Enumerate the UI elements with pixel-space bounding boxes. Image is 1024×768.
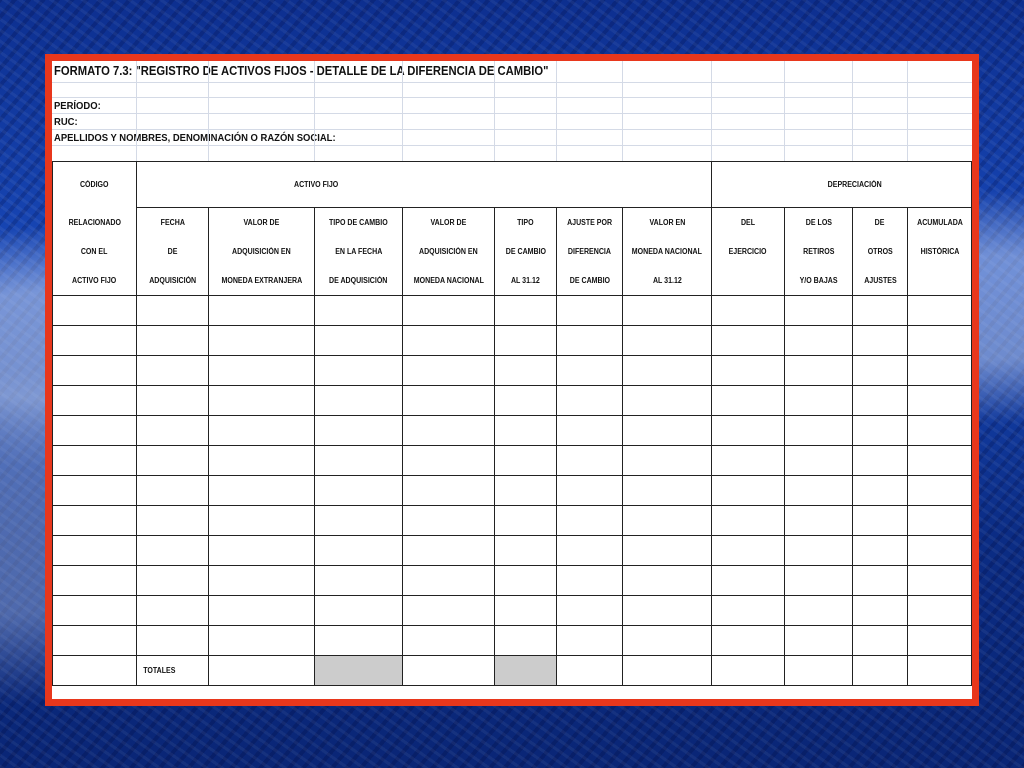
table-row — [53, 386, 972, 416]
table-cell[interactable] — [53, 476, 137, 506]
table-cell[interactable] — [315, 626, 403, 656]
table-cell[interactable] — [495, 386, 557, 416]
col-header — [403, 237, 495, 266]
table-cell[interactable] — [623, 416, 712, 446]
table-cell[interactable] — [853, 506, 908, 536]
header-blank-cell — [557, 162, 623, 208]
grid-line — [208, 61, 209, 161]
table-cell[interactable] — [853, 386, 908, 416]
depreciacion-group-cell — [712, 162, 908, 208]
total-depr-acumulada[interactable] — [908, 656, 972, 686]
ruc-label: RUC: — [54, 116, 78, 128]
grid-line — [494, 61, 495, 161]
table-cell[interactable] — [495, 626, 557, 656]
col-header-text: FECHA — [160, 218, 185, 227]
table-cell[interactable] — [209, 326, 315, 356]
col-header — [495, 208, 557, 238]
grid-line — [136, 61, 137, 161]
table-cell[interactable] — [403, 326, 495, 356]
table-cell[interactable] — [53, 506, 137, 536]
table-cell[interactable] — [908, 506, 972, 536]
table-cell[interactable] — [403, 566, 495, 596]
totals-label: TOTALES — [143, 666, 176, 675]
table-cell[interactable] — [209, 446, 315, 476]
table-cell[interactable] — [495, 536, 557, 566]
table-cell[interactable] — [53, 566, 137, 596]
col-header — [403, 266, 495, 296]
col-header — [623, 208, 712, 238]
table-row — [53, 506, 972, 536]
col-header — [785, 208, 853, 238]
column-header-row-2 — [53, 237, 972, 266]
table-cell[interactable] — [137, 536, 209, 566]
col-header — [785, 266, 853, 296]
table-cell[interactable] — [137, 476, 209, 506]
col-header — [315, 208, 403, 238]
col-header-text: AL 31.12 — [652, 276, 682, 285]
totals-blank-cell — [53, 656, 137, 686]
table-cell[interactable] — [785, 506, 853, 536]
table-cell[interactable] — [403, 296, 495, 326]
table-cell[interactable] — [137, 326, 209, 356]
col-header — [623, 237, 712, 266]
table-cell[interactable] — [557, 326, 623, 356]
grid-line — [784, 61, 785, 161]
col-header-text: EN LA FECHA — [334, 247, 383, 256]
table-row — [53, 476, 972, 506]
table-cell[interactable] — [495, 446, 557, 476]
document-frame — [45, 54, 979, 706]
table-cell[interactable] — [557, 446, 623, 476]
table-cell[interactable] — [908, 476, 972, 506]
col-header — [209, 266, 315, 296]
col-header-text: DE — [875, 218, 885, 227]
table-cell[interactable] — [315, 566, 403, 596]
table-cell[interactable] — [623, 446, 712, 476]
col-header — [53, 266, 137, 296]
header-blank-cell — [623, 162, 712, 208]
table-cell[interactable] — [137, 446, 209, 476]
table-cell[interactable] — [209, 536, 315, 566]
table-cell[interactable] — [315, 446, 403, 476]
col-header — [557, 266, 623, 296]
col-header — [853, 208, 908, 238]
col-header-text: Y/O BAJAS — [799, 276, 838, 285]
col-header — [712, 208, 785, 238]
grid-line — [402, 61, 403, 161]
col-header — [557, 208, 623, 238]
table-cell[interactable] — [403, 446, 495, 476]
col-header-text: ADQUISICIÓN — [149, 276, 196, 285]
table-cell[interactable] — [137, 566, 209, 596]
col-header — [53, 208, 137, 238]
table-cell[interactable] — [785, 476, 853, 506]
table-cell[interactable] — [623, 326, 712, 356]
col-header-text: HISTÓRICA — [920, 247, 959, 256]
table-cell[interactable] — [853, 476, 908, 506]
table-cell[interactable] — [495, 506, 557, 536]
totals-label-cell — [137, 656, 209, 686]
col-header — [209, 237, 315, 266]
table-cell[interactable] — [53, 536, 137, 566]
table-cell[interactable] — [908, 296, 972, 326]
table-cell[interactable] — [785, 536, 853, 566]
table-cell[interactable] — [209, 566, 315, 596]
col-header-text: DIFERENCIA — [568, 247, 612, 256]
table-cell[interactable] — [712, 296, 785, 326]
col-header-text: VALOR EN — [649, 218, 685, 227]
table-cell[interactable] — [137, 356, 209, 386]
col-header-text: OTROS — [867, 247, 893, 256]
col-header — [315, 266, 403, 296]
codigo-group-cell — [53, 162, 137, 208]
table-cell[interactable] — [853, 596, 908, 626]
table-cell[interactable] — [712, 446, 785, 476]
col-header-text: DE LOS — [805, 218, 832, 227]
table-cell[interactable] — [403, 506, 495, 536]
table-cell[interactable] — [623, 386, 712, 416]
table-cell[interactable] — [557, 596, 623, 626]
col-header — [495, 266, 557, 296]
spreadsheet — [52, 61, 972, 699]
razon-social-label: APELLIDOS Y NOMBRES, DENOMINACIÓN O RAZÓN SOCIAL: — [54, 132, 336, 144]
table-cell[interactable] — [908, 386, 972, 416]
col-header — [209, 208, 315, 238]
table-cell[interactable] — [853, 356, 908, 386]
group-header-row — [53, 162, 972, 208]
table-cell[interactable] — [209, 386, 315, 416]
format-title: FORMATO 7.3: "REGISTRO DE ACTIVOS FIJOS - DETALLE DE LA DIFERENCIA DE CAMBIO" — [54, 64, 549, 78]
col-header-text: VALOR DE — [243, 218, 280, 227]
fixed-assets-table — [52, 161, 972, 686]
table-cell[interactable] — [315, 506, 403, 536]
table-cell[interactable] — [495, 356, 557, 386]
grid-line — [852, 61, 853, 161]
grid-line — [314, 61, 315, 161]
col-header-text: DE — [167, 247, 178, 256]
col-header — [908, 237, 972, 266]
header-blank-cell — [908, 162, 972, 208]
col-header — [853, 266, 908, 296]
table-cell[interactable] — [853, 446, 908, 476]
table-row — [53, 296, 972, 326]
table-cell[interactable] — [403, 596, 495, 626]
table-cell[interactable] — [785, 356, 853, 386]
table-cell[interactable] — [712, 596, 785, 626]
razon-social-row — [52, 130, 972, 146]
periodo-label: PERÍODO: — [54, 100, 101, 112]
col-header — [557, 237, 623, 266]
table-cell[interactable] — [557, 356, 623, 386]
table-body — [53, 296, 972, 656]
total-ajuste[interactable] — [557, 656, 623, 686]
periodo-row — [52, 98, 972, 114]
col-header — [403, 208, 495, 238]
table-cell[interactable] — [712, 386, 785, 416]
table-cell[interactable] — [623, 356, 712, 386]
table-cell[interactable] — [785, 596, 853, 626]
col-header — [137, 266, 209, 296]
table-cell[interactable] — [53, 356, 137, 386]
col-header — [908, 208, 972, 238]
col-header-text: RETIROS — [802, 247, 835, 256]
table-cell[interactable] — [315, 386, 403, 416]
col-header-text: AJUSTE POR — [567, 218, 613, 227]
col-header-text: DE ADQUISICIÓN — [329, 276, 388, 285]
activo-fijo-group-label: ACTIVO FIJO — [293, 180, 338, 189]
table-cell[interactable] — [557, 566, 623, 596]
table-cell[interactable] — [623, 566, 712, 596]
totals-row — [53, 656, 972, 686]
table-cell[interactable] — [137, 596, 209, 626]
total-depr-ajustes[interactable] — [853, 656, 908, 686]
table-cell[interactable] — [785, 446, 853, 476]
col-header-text: CON EL — [81, 247, 108, 256]
table-cell[interactable] — [785, 626, 853, 656]
table-cell[interactable] — [853, 536, 908, 566]
table-cell[interactable] — [908, 446, 972, 476]
table-cell[interactable] — [557, 296, 623, 326]
table-cell[interactable] — [712, 506, 785, 536]
col-header — [315, 237, 403, 266]
table-cell[interactable] — [557, 476, 623, 506]
table-cell[interactable] — [315, 416, 403, 446]
table-cell[interactable] — [557, 536, 623, 566]
table-cell[interactable] — [209, 626, 315, 656]
col-header — [712, 237, 785, 266]
table-cell[interactable] — [53, 296, 137, 326]
table-cell[interactable] — [623, 596, 712, 626]
table-row — [53, 536, 972, 566]
table-cell[interactable] — [53, 596, 137, 626]
table-cell[interactable] — [712, 536, 785, 566]
col-header-text: MONEDA NACIONAL — [631, 247, 703, 256]
table-cell[interactable] — [908, 596, 972, 626]
col-header-text: RELACIONADO — [68, 217, 121, 227]
table-row — [53, 626, 972, 656]
col-header-text: MONEDA EXTRANJERA — [221, 276, 302, 285]
table-cell[interactable] — [137, 626, 209, 656]
col-header-text: ADQUISICIÓN EN — [419, 247, 478, 256]
table-cell[interactable] — [712, 356, 785, 386]
col-header-text: TIPO DE CAMBIO — [329, 218, 388, 227]
table-cell[interactable] — [209, 476, 315, 506]
table-cell[interactable] — [853, 566, 908, 596]
table-cell[interactable] — [557, 386, 623, 416]
table-cell[interactable] — [712, 566, 785, 596]
col-header-text: ACTIVO FIJO — [72, 276, 117, 285]
table-cell[interactable] — [403, 536, 495, 566]
table-cell[interactable] — [403, 356, 495, 386]
table-cell[interactable] — [623, 536, 712, 566]
col-header-text: TIPO — [517, 218, 534, 227]
table-cell[interactable] — [315, 536, 403, 566]
table-cell[interactable] — [908, 536, 972, 566]
table-cell[interactable] — [495, 566, 557, 596]
col-header-text: ACUMULADA — [916, 218, 963, 227]
table-cell[interactable] — [853, 296, 908, 326]
table-row — [53, 596, 972, 626]
table-cell[interactable] — [623, 296, 712, 326]
table-cell[interactable] — [623, 626, 712, 656]
table-cell[interactable] — [557, 416, 623, 446]
total-valor-nacional[interactable] — [403, 656, 495, 686]
table-cell[interactable] — [315, 476, 403, 506]
table-cell[interactable] — [853, 326, 908, 356]
col-header — [53, 237, 137, 266]
table-cell[interactable] — [908, 326, 972, 356]
table-cell[interactable] — [53, 386, 137, 416]
col-header-text: DE CAMBIO — [505, 247, 546, 256]
col-header — [853, 237, 908, 266]
table-cell[interactable] — [403, 386, 495, 416]
table-cell[interactable] — [853, 416, 908, 446]
total-valor-3112[interactable] — [623, 656, 712, 686]
table-cell[interactable] — [403, 416, 495, 446]
spacer-row — [52, 146, 972, 161]
total-tipo-cambio-3112-shaded — [495, 656, 557, 686]
grid-line — [622, 61, 623, 161]
table-cell[interactable] — [785, 386, 853, 416]
table-cell[interactable] — [403, 476, 495, 506]
grid-line — [556, 61, 557, 161]
table-cell[interactable] — [137, 506, 209, 536]
table-row — [53, 356, 972, 386]
table-cell[interactable] — [623, 476, 712, 506]
table-cell[interactable] — [853, 626, 908, 656]
table-cell[interactable] — [403, 626, 495, 656]
table-cell[interactable] — [209, 356, 315, 386]
table-cell[interactable] — [785, 326, 853, 356]
col-header-text: DE CAMBIO — [569, 276, 610, 285]
table-cell[interactable] — [712, 326, 785, 356]
table-cell[interactable] — [908, 626, 972, 656]
table-cell[interactable] — [53, 326, 137, 356]
activo-fijo-group-cell — [137, 162, 495, 208]
col-header-text: MONEDA NACIONAL — [413, 276, 484, 285]
total-depr-retiros[interactable] — [785, 656, 853, 686]
table-cell[interactable] — [785, 416, 853, 446]
table-cell[interactable] — [495, 326, 557, 356]
col-header — [623, 266, 712, 296]
col-header — [137, 237, 209, 266]
total-depr-ejercicio[interactable] — [712, 656, 785, 686]
table-row — [53, 446, 972, 476]
table-cell[interactable] — [785, 566, 853, 596]
table-cell[interactable] — [908, 416, 972, 446]
table-cell[interactable] — [495, 596, 557, 626]
table-cell[interactable] — [908, 566, 972, 596]
column-header-row-3 — [53, 266, 972, 296]
grid-line — [907, 61, 908, 161]
table-cell[interactable] — [712, 626, 785, 656]
col-header-text: VALOR DE — [430, 218, 467, 227]
col-header-text: AL 31.12 — [511, 276, 540, 285]
table-cell[interactable] — [495, 476, 557, 506]
total-valor-extranjera[interactable] — [209, 656, 315, 686]
col-header — [785, 237, 853, 266]
table-cell[interactable] — [495, 416, 557, 446]
table-cell[interactable] — [209, 416, 315, 446]
table-cell[interactable] — [53, 626, 137, 656]
col-header — [908, 266, 972, 296]
grid-line — [711, 61, 712, 161]
table-cell[interactable] — [712, 476, 785, 506]
table-cell[interactable] — [53, 416, 137, 446]
col-header-text: EJERCICIO — [729, 247, 768, 256]
table-cell[interactable] — [209, 296, 315, 326]
table-cell[interactable] — [315, 596, 403, 626]
table-cell[interactable] — [785, 296, 853, 326]
table-row — [53, 326, 972, 356]
table-cell[interactable] — [209, 596, 315, 626]
table-cell[interactable] — [137, 416, 209, 446]
table-cell[interactable] — [495, 296, 557, 326]
col-header — [137, 208, 209, 238]
column-header-row-1 — [53, 208, 972, 238]
table-cell[interactable] — [315, 326, 403, 356]
table-cell[interactable] — [623, 506, 712, 536]
table-cell[interactable] — [557, 626, 623, 656]
blank-row — [52, 83, 972, 98]
depreciacion-group-label: DEPRECIACIÓN — [827, 180, 882, 189]
table-cell[interactable] — [137, 296, 209, 326]
table-cell[interactable] — [137, 386, 209, 416]
col-header-text: AJUSTES — [863, 276, 897, 285]
table-row — [53, 416, 972, 446]
header-blank-cell — [495, 162, 557, 208]
table-cell[interactable] — [209, 506, 315, 536]
title-row — [52, 61, 972, 83]
table-cell[interactable] — [712, 416, 785, 446]
table-cell[interactable] — [53, 446, 137, 476]
total-tipo-cambio-shaded — [315, 656, 403, 686]
col-header-text: ADQUISICIÓN EN — [232, 247, 291, 256]
col-header — [712, 266, 785, 296]
table-row — [53, 566, 972, 596]
ruc-row — [52, 114, 972, 130]
table-cell[interactable] — [315, 356, 403, 386]
table-cell[interactable] — [557, 506, 623, 536]
codigo-group-label: CÓDIGO — [80, 180, 109, 190]
table-cell[interactable] — [315, 296, 403, 326]
col-header-text: DEL — [741, 218, 756, 227]
table-cell[interactable] — [908, 356, 972, 386]
col-header — [495, 237, 557, 266]
